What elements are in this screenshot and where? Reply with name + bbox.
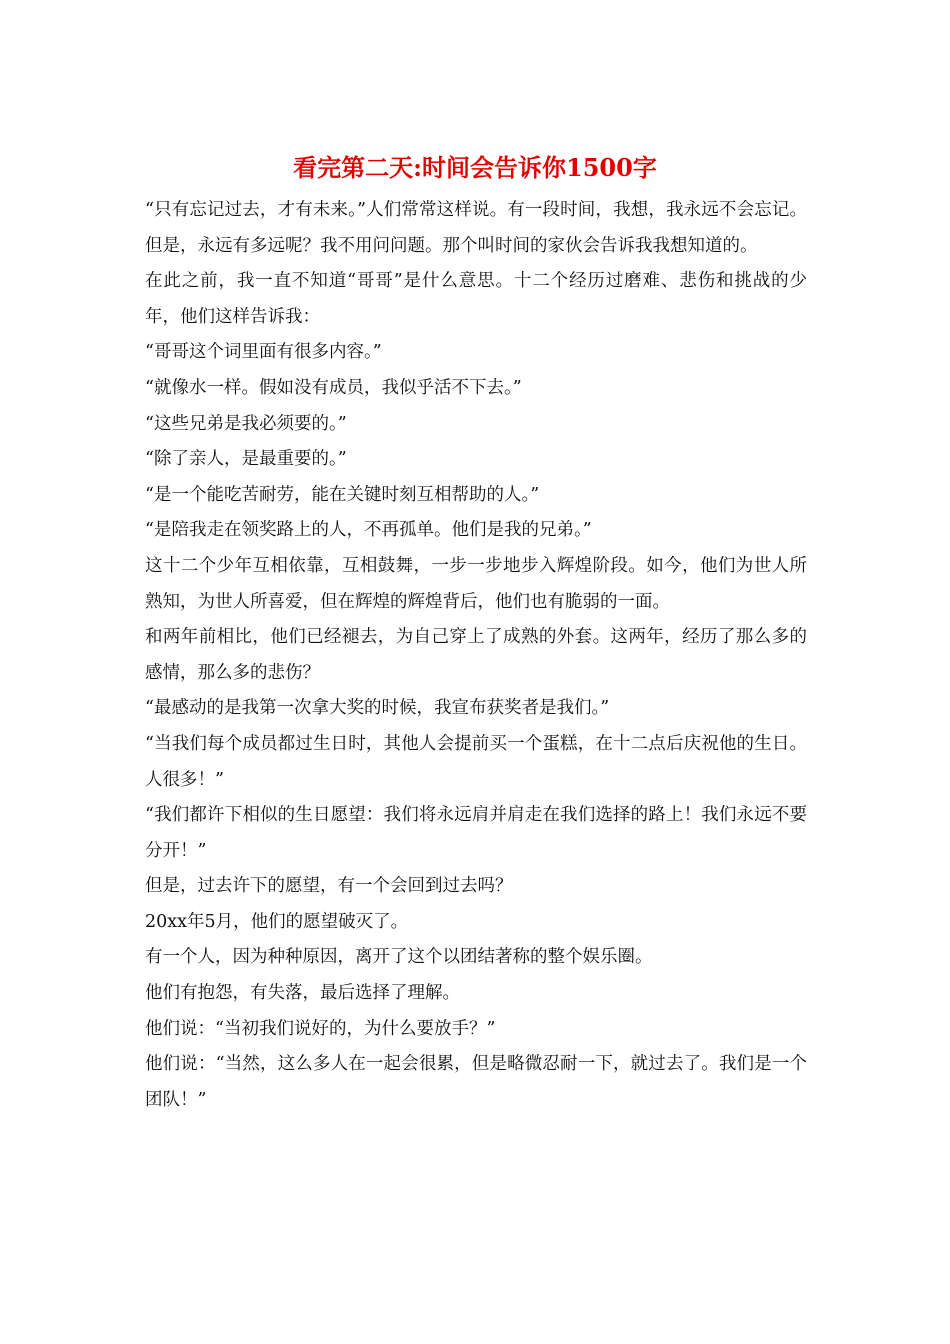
paragraph: 和两年前相比，他们已经褪去，为自己穿上了成熟的外套。这两年，经历了那么多的感情，那么多的悲伤？ bbox=[145, 627, 807, 683]
paragraph: “是陪我走在领奖路上的人，不再孤单。他们是我的兄弟。” bbox=[145, 520, 592, 541]
paragraph: “除了亲人，是最重要的。” bbox=[145, 449, 347, 470]
paragraph: “这些兄弟是我必须要的。” bbox=[145, 413, 347, 434]
paragraph: 他们有抱怨，有失落，最后选择了理解。 bbox=[145, 983, 460, 1004]
paragraph: “只有忘记过去，才有未来。”人们常常这样说。有一段时间，我想，我永远不会忘记。但是，永远有多远呢？我不用问问题。那个叫时间的家伙会告诉我我想知道的。 bbox=[145, 200, 807, 256]
paragraph: 20xx年5月，他们的愿望破灭了。 bbox=[145, 911, 409, 932]
paragraph: “最感动的是我第一次拿大奖的时候，我宣布获奖者是我们。” bbox=[145, 698, 610, 719]
paragraph: “就像水一样。假如没有成员，我似乎活不下去。” bbox=[145, 377, 522, 398]
paragraph: 有一个人，因为种种原因，离开了这个以团结著称的整个娱乐圈。 bbox=[145, 947, 653, 968]
paragraph: 在此之前，我一直不知道“哥哥”是什么意思。十二个经历过磨难、悲伤和挑战的少年，他们这样告诉我： bbox=[145, 271, 807, 327]
paragraph: 他们说：“当然，这么多人在一起会很累，但是略微忍耐一下，就过去了。我们是一个团队！” bbox=[145, 1054, 807, 1110]
document-title: 看完第二天:时间会告诉你1500字 bbox=[293, 153, 657, 182]
paragraph: “当我们每个成员都过生日时，其他人会提前买一个蛋糕，在十二点后庆祝他的生日。人很多！” bbox=[145, 733, 807, 790]
paragraph: “是一个能吃苦耐劳，能在关键时刻互相帮助的人。” bbox=[145, 484, 540, 505]
paragraph: “哥哥这个词里面有很多内容。” bbox=[145, 342, 382, 363]
document-body bbox=[145, 193, 807, 1118]
paragraph: 这十二个少年互相依靠，互相鼓舞，一步一步地步入辉煌阶段。如今，他们为世人所熟知，为世人所喜爱，但在辉煌的辉煌背后，他们也有脆弱的一面。 bbox=[145, 555, 807, 612]
paragraph: 他们说：“当初我们说好的，为什么要放手？” bbox=[145, 1018, 496, 1039]
paragraph: 但是，过去许下的愿望，有一个会回到过去吗？ bbox=[145, 876, 513, 897]
paragraph: “我们都许下相似的生日愿望：我们将永远肩并肩走在我们选择的路上！我们永远不要分开！” bbox=[145, 805, 807, 861]
